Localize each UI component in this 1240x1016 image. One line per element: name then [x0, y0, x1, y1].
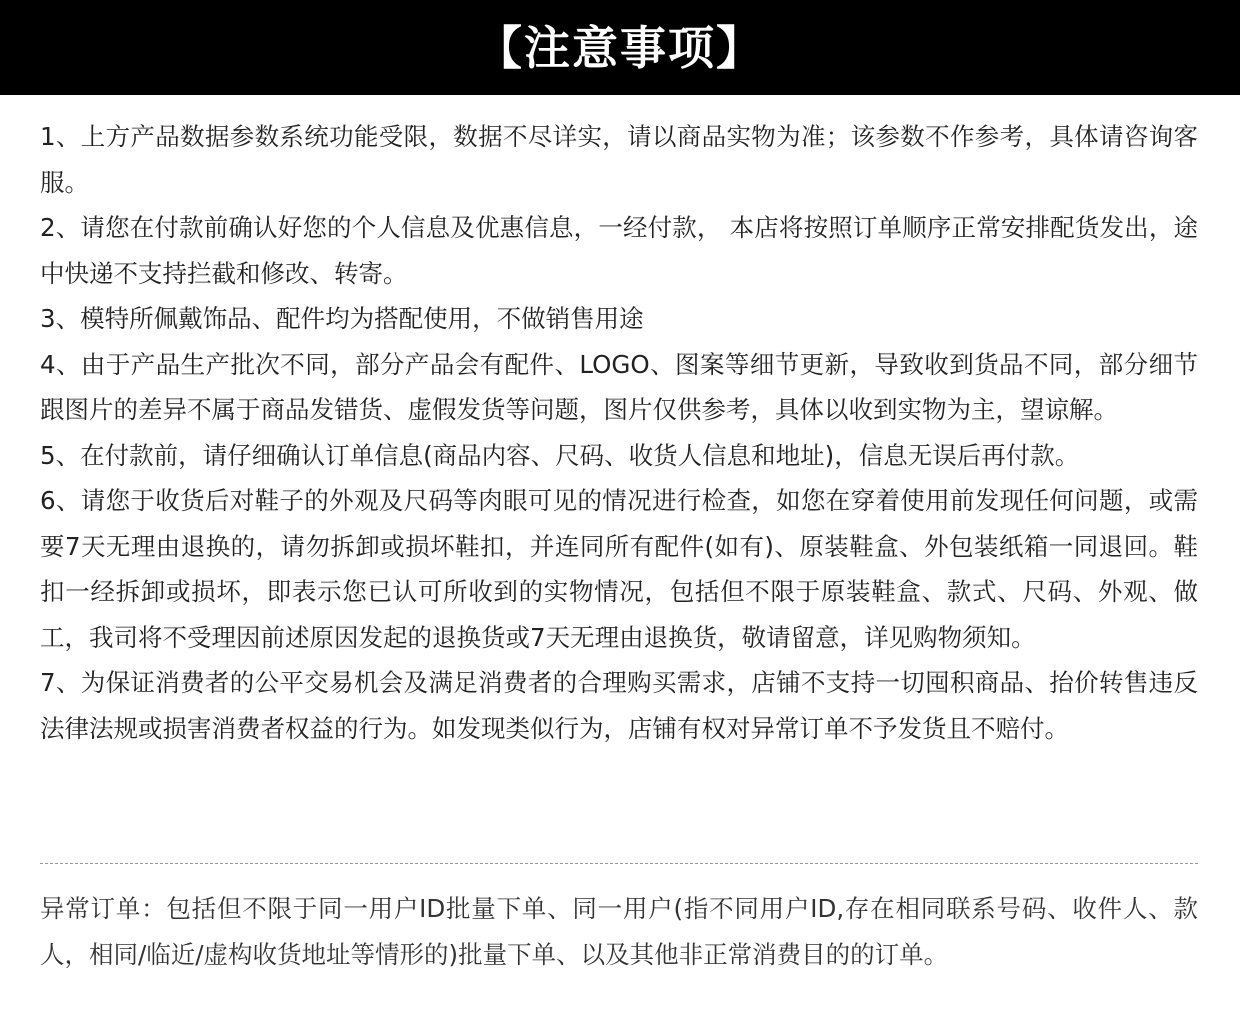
- page-title: 【注意事项】: [476, 20, 764, 75]
- abnormal-order-note: 异常订单：包括但不限于同一用户ID批量下单、同一用户(指不同用户ID,存在相同联系号码、收件人、款人，相同/临近/虚构收货地址等情形的)批量下单、以及其他非正常消费目的的订单。: [40, 894, 1198, 969]
- notice-item-2: 2、请您在付款前确认好您的个人信息及优惠信息，一经付款， 本店将按照订单顺序正常安排配货发出，途中快递不支持拦截和修改、转寄。: [40, 213, 1198, 288]
- notice-item-7: 7、为保证消费者的公平交易机会及满足消费者的合理购买需求，店铺不支持一切囤积商品、抬价转售违反法律法规或损害消费者权益的行为。如发现类似行为，店铺有权对异常订单不予发货且不赔付。: [40, 668, 1198, 743]
- notice-item-1: 1、上方产品数据参数系统功能受限，数据不尽详实，请以商品实物为准；该参数不作参考，具体请咨询客服。: [40, 122, 1198, 197]
- dashed-divider: [40, 863, 1198, 864]
- header-bar: [0, 0, 1240, 95]
- notice-list: [40, 114, 1198, 751]
- notice-item-3: 3、模特所佩戴饰品、配件均为搭配使用，不做销售用途: [40, 304, 644, 333]
- notice-item-5: 5、在付款前，请仔细确认订单信息(商品内容、尺码、收货人信息和地址)，信息无误后再付款。: [40, 440, 1080, 470]
- notice-item-6: 6、请您于收货后对鞋子的外观及尺码等肉眼可见的情况进行检查，如您在穿着使用前发现任何问题，或需要7天无理由退换的，请勿拆卸或损坏鞋扣，并连同所有配件(如有)、原装鞋盒、外包装纸箱一同退回。鞋扣一经拆卸或损坏，即表示您已认可所收到的实物情况，包括但不限于原装鞋盒、款式、尺码、外观、做工，我司将不受理因前述原因发起的退换货或7天无理由退换货，敬请留意，详见购物须知。: [40, 486, 1198, 652]
- notice-item-4: 4、由于产品生产批次不同，部分产品会有配件、LOGO、图案等细节更新，导致收到货品不同，部分细节跟图片的差异不属于商品发错货、虚假发货等问题，图片仅供参考，具体以收到实物为主，望谅解。: [40, 349, 1198, 424]
